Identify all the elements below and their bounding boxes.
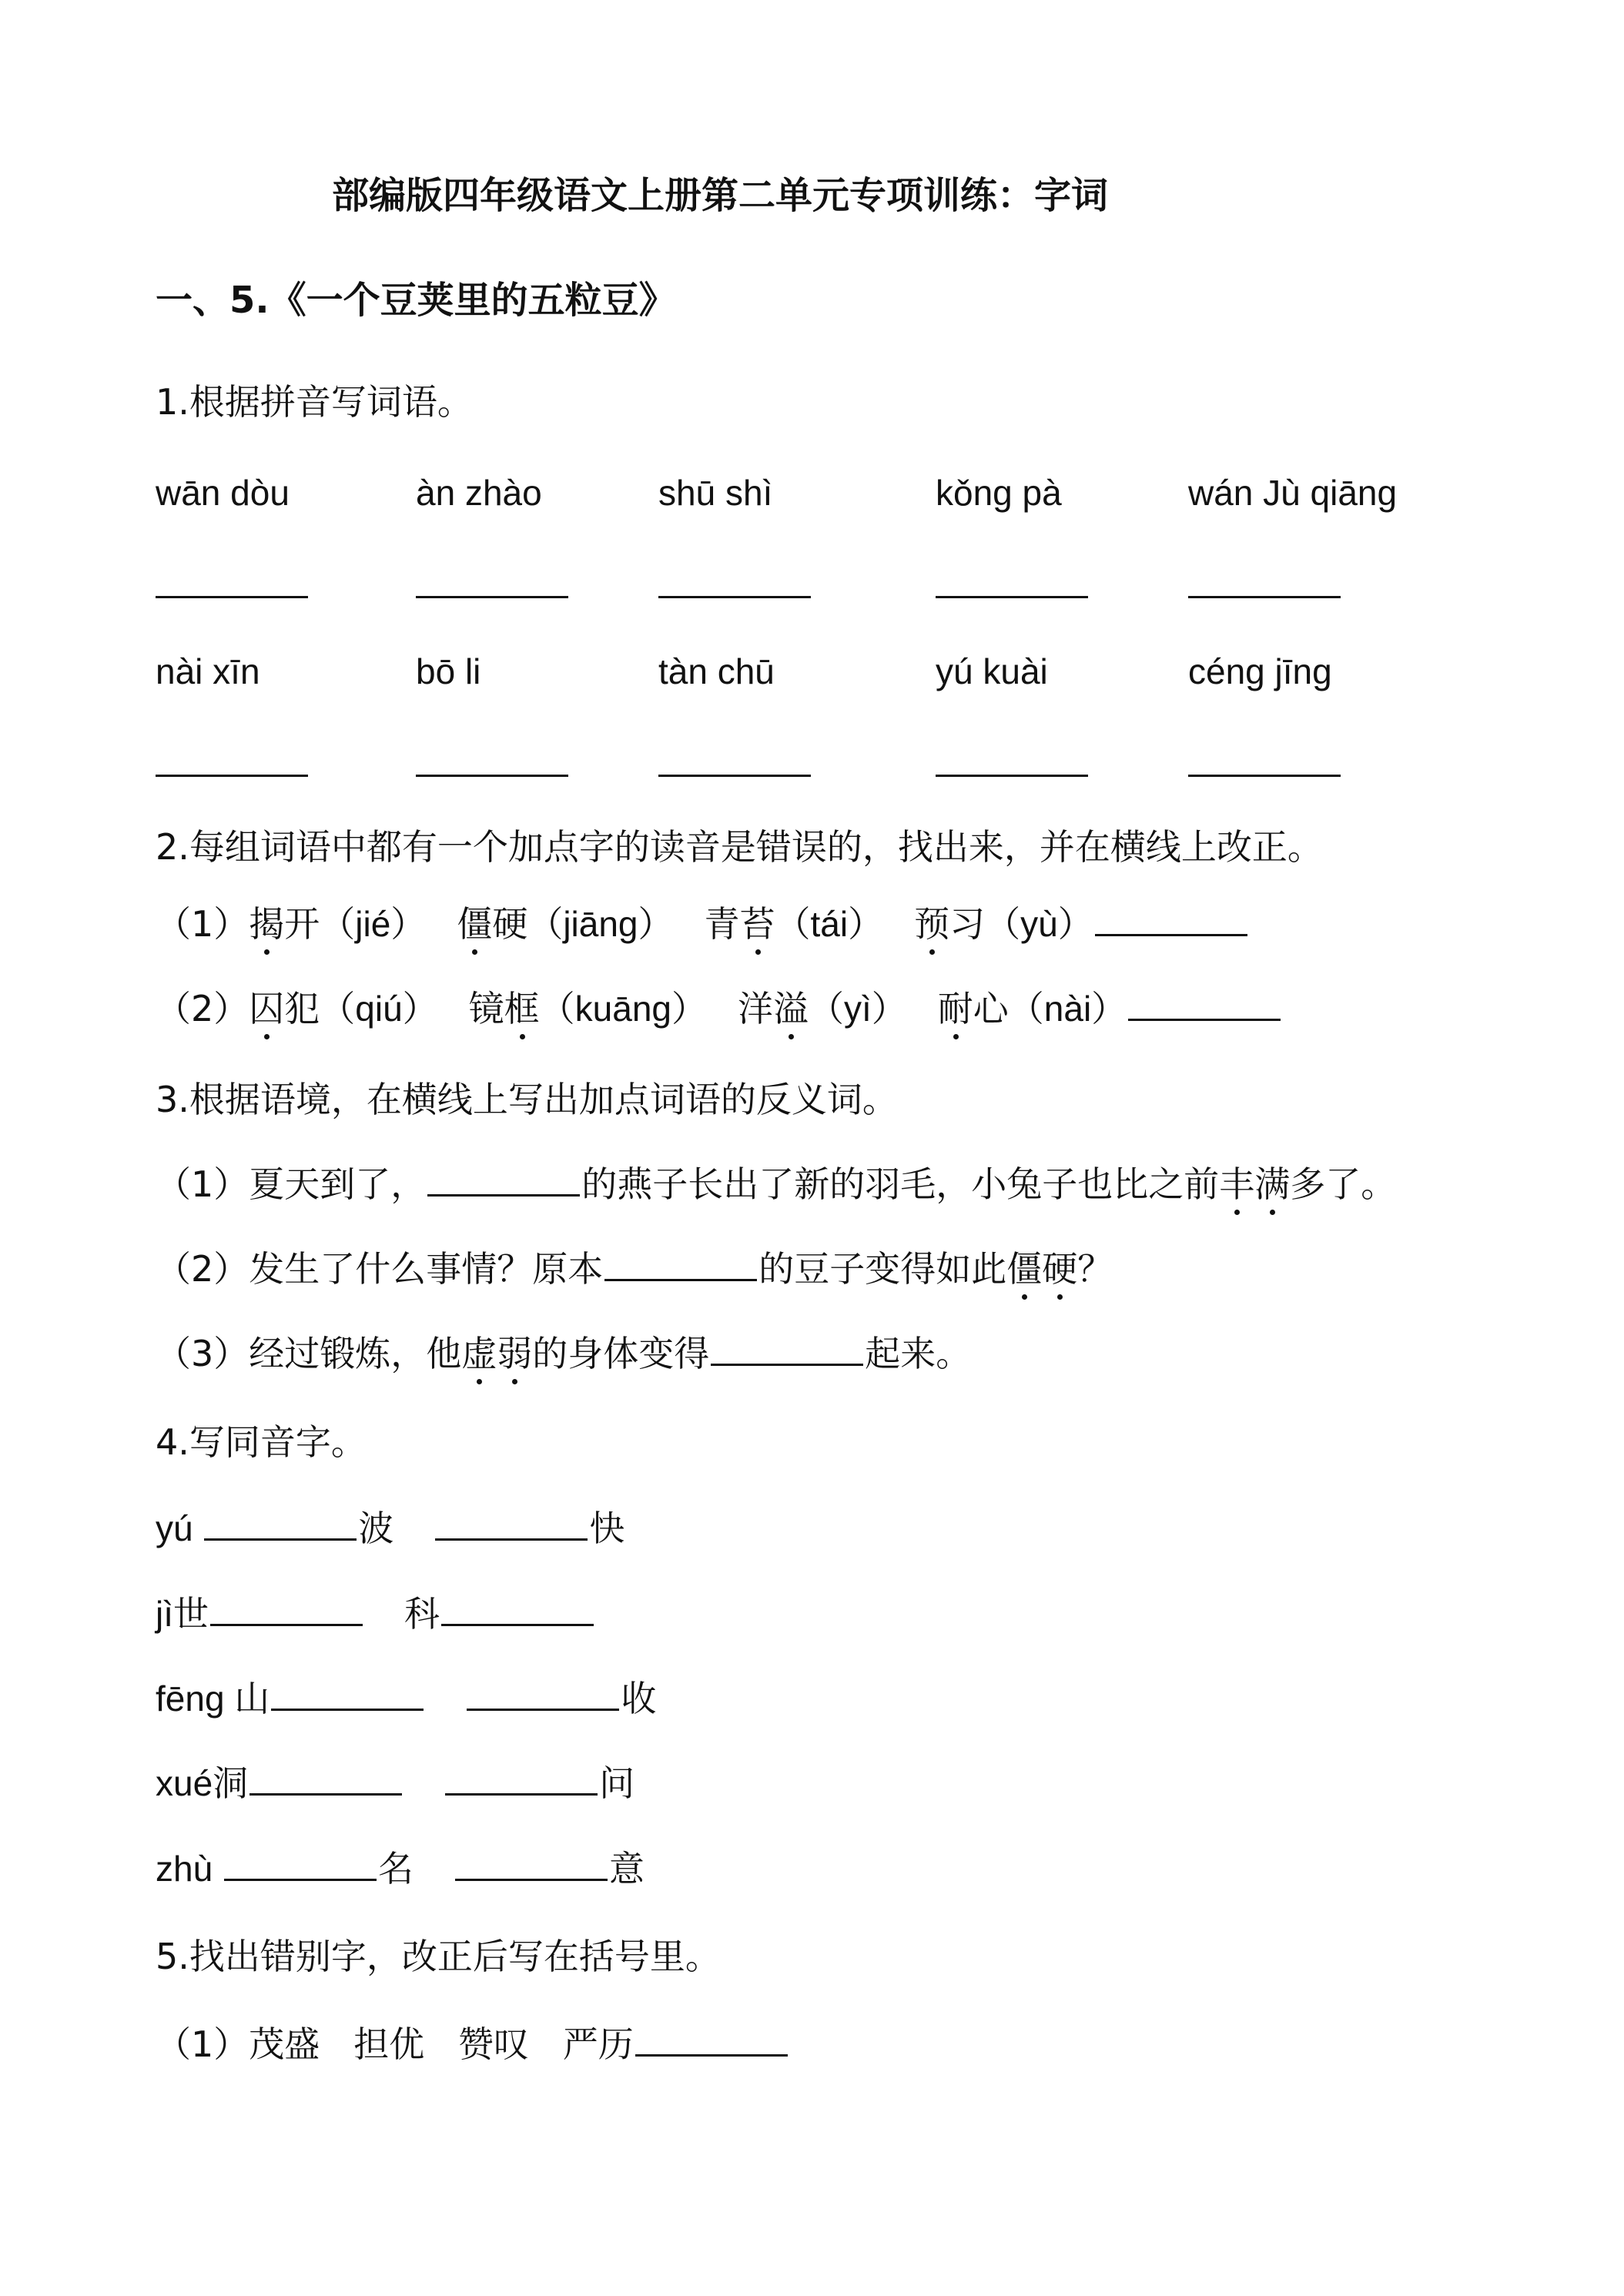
char: 问 [599,1762,635,1804]
word-pre: 洋 [738,988,774,1029]
dotted-char: 苔 [740,901,775,947]
q1-pinyin-8: tàn chū [658,651,775,691]
word-pre: 青 [704,903,740,945]
word-rest: 硬 [492,903,528,945]
pinyin: fēng 山 [156,1678,270,1719]
dotted-char: 僵 [1006,1246,1042,1292]
answer-line[interactable] [658,596,811,598]
text: 的燕子长出了新的羽毛，小兔子也比之前 [581,1163,1220,1205]
q1-pinyin-3: shū shì [658,473,773,513]
dotted-char: 虚 [461,1330,497,1377]
answer-line[interactable] [416,596,568,598]
text: （2）发生了什么事情？原本 [156,1248,604,1290]
q1-pinyin-6: nài xīn [156,651,260,691]
answer-line[interactable] [658,775,811,777]
q1-pinyin-10: céng jīng [1188,651,1332,691]
dotted-char: 丰 [1219,1161,1254,1207]
pinyin: （yù） [985,904,1093,944]
answer-blank[interactable] [435,1508,588,1541]
pinyin: （nài） [1008,989,1127,1029]
answer-line[interactable] [936,596,1088,598]
char: 意 [608,1848,645,1889]
answer-blank[interactable] [455,1848,608,1881]
answer-blank[interactable] [1095,903,1247,936]
q2-line-2 [156,986,1282,1032]
q1-pinyin-9: yú kuài [936,651,1048,691]
text: （1）夏天到了， [156,1163,427,1205]
q2-prompt: 2.每组词语中都有一个加点字的读音是错误的，找出来，并在横线上改正。 [156,826,1323,868]
answer-line[interactable] [1188,775,1341,777]
answer-blank[interactable] [204,1508,357,1541]
dotted-char: 预 [914,901,949,947]
q3-prompt: 3.根据语境，在横线上写出加点词语的反义词。 [156,1079,898,1120]
answer-blank[interactable] [427,1163,580,1197]
pinyin: jì世 [156,1594,209,1634]
pinyin: （yì） [809,989,907,1029]
dotted-char: 囚 [249,986,284,1032]
answer-blank[interactable] [249,1762,402,1796]
q4-row-5 [156,1846,645,1892]
dotted-char: 满 [1254,1161,1290,1207]
pinyin: （qiú） [320,989,438,1029]
char: 科 [404,1593,440,1635]
pinyin: xué洞 [156,1763,249,1803]
q4-row-2 [156,1591,595,1637]
text: 起来。 [865,1333,972,1374]
q1-pinyin-7: bō li [416,651,481,691]
word-rest: 犯 [284,988,320,1029]
pinyin: zhù [156,1849,223,1889]
dotted-char: 僵 [457,901,492,947]
answer-blank[interactable] [635,2023,788,2057]
answer-blank[interactable] [210,1593,363,1626]
dotted-char: 框 [504,986,540,1032]
pinyin: （jiāng） [527,904,674,944]
answer-blank[interactable] [711,1333,863,1366]
answer-line[interactable] [1188,596,1341,598]
word-pre: 镜 [468,988,504,1029]
q4-row-4 [156,1760,635,1806]
dotted-char: 揭 [249,901,284,947]
q1-pinyin-5: wán Jù qiāng [1188,473,1398,513]
answer-blank[interactable] [271,1678,424,1711]
char: 名 [377,1848,414,1889]
text: ？ [1077,1248,1113,1290]
dotted-char: 弱 [497,1330,532,1377]
section-heading: 一、5.《一个豆荚里的五粒豆》 [156,279,676,322]
q3-sentence-2 [156,1246,1113,1292]
q1-pinyin-2: àn zhào [416,473,542,513]
q4-row-3 [156,1675,656,1722]
answer-blank[interactable] [224,1848,377,1881]
q4-row-1 [156,1505,624,1551]
q1-pinyin-4: kǒng pà [936,473,1062,513]
answer-blank[interactable] [445,1762,598,1796]
pinyin: （kuāng） [539,989,708,1029]
word-rest: 心 [973,988,1009,1029]
q3-sentence-1 [156,1161,1396,1207]
char: 波 [358,1508,394,1549]
answer-blank[interactable] [1128,988,1281,1021]
dotted-char: 溢 [773,986,809,1032]
text: （3）经过锻炼，他 [156,1333,462,1374]
word-rest: 开 [284,903,320,945]
answer-line[interactable] [156,775,308,777]
item-number: （2） [156,988,249,1029]
text: 的身体变得 [532,1333,710,1374]
q1-pinyin-1: wān dòu [156,473,290,513]
q1-prompt: 1.根据拼音写词语。 [156,381,473,423]
item-number: （1） [156,903,249,945]
q5-prompt: 5.找出错别字，改正后写在括号里。 [156,1936,721,1977]
text: 多了。 [1290,1163,1397,1205]
pinyin: yú [156,1508,203,1548]
answer-line[interactable] [936,775,1088,777]
dotted-char: 耐 [938,986,973,1032]
answer-blank[interactable] [441,1593,594,1626]
answer-line[interactable] [416,775,568,777]
answer-line[interactable] [156,596,308,598]
q3-sentence-3 [156,1330,971,1377]
page-title: 部编版四年级语文上册第二单元专项训练：字词 [331,174,1108,217]
pinyin: （tái） [775,904,884,944]
answer-blank[interactable] [604,1248,757,1281]
q4-prompt: 4.写同音字。 [156,1421,367,1463]
dotted-char: 硬 [1042,1246,1077,1292]
q5-line-1 [156,2021,789,2067]
q2-line-1 [156,901,1249,947]
pinyin: （jié） [320,904,427,944]
answer-blank[interactable] [467,1678,619,1711]
char: 收 [621,1678,657,1719]
char: 快 [589,1508,625,1549]
word-rest: 习 [949,903,986,945]
text: 的豆子变得如此 [758,1248,1007,1290]
text: （1）茂盛 担优 赞叹 严历 [156,2023,634,2065]
